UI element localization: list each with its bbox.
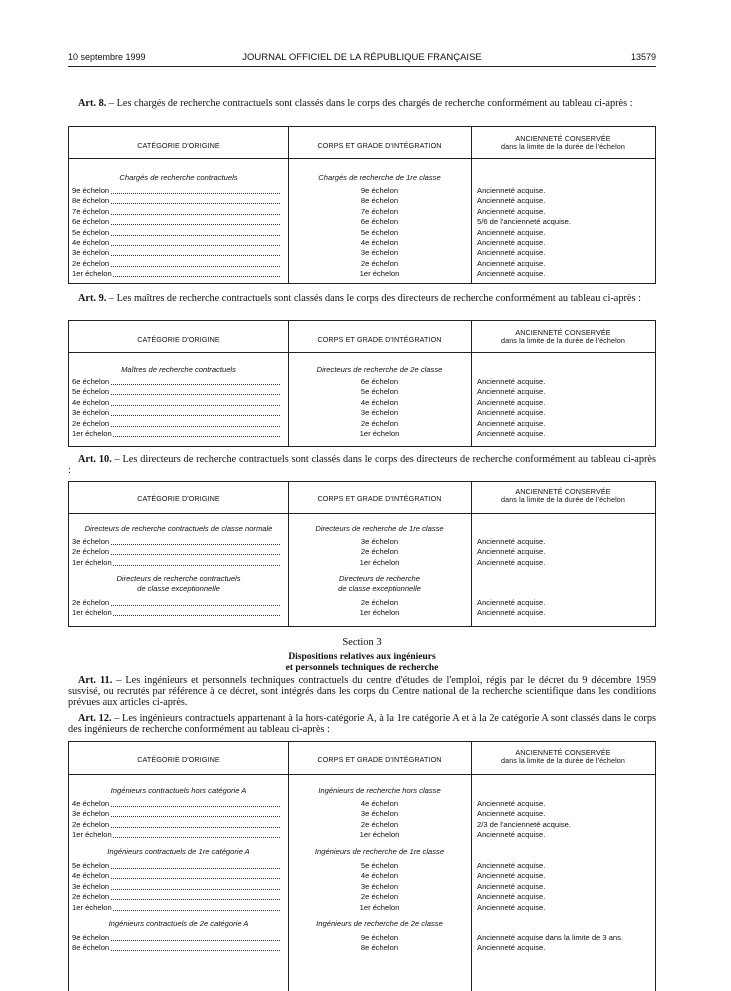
table-row [69, 558, 655, 568]
origin-echelon-cell [72, 207, 280, 217]
integration-echelon: 1er échelon [359, 608, 400, 618]
seniority-retained: Ancienneté acquise. [477, 871, 546, 881]
col-header-seniority-line1: ANCIENNETÉ CONSERVÉE [515, 748, 611, 757]
integration-echelon: 2e échelon [360, 819, 399, 829]
integration-echelon: 4e échelon [360, 238, 399, 247]
integration-echelon: 8e échelon [360, 196, 399, 206]
origin-echelon-cell [72, 196, 280, 206]
table-row [69, 377, 655, 387]
integration-echelon: 4e échelon [360, 799, 399, 808]
integration-echelon: 6e échelon [360, 217, 399, 227]
table-row [69, 196, 655, 206]
table-row [69, 186, 655, 196]
col-header-integration: CORPS ET GRADE D'INTÉGRATION [317, 755, 442, 764]
origin-echelon-cell [72, 419, 280, 429]
integration-echelon: 3e échelon [360, 809, 399, 819]
seniority-retained: Ancienneté acquise. [477, 238, 546, 247]
table-row [69, 933, 655, 943]
table-row [69, 903, 655, 913]
group-integration: Ingénieurs de recherche hors classe [318, 786, 441, 795]
group-origin: Chargés de recherche contractuels [119, 173, 238, 182]
table-row [69, 547, 655, 557]
seniority-retained: Ancienneté acquise. [477, 397, 546, 407]
seniority-retained: Ancienneté acquise. [477, 557, 546, 567]
origin-echelon-cell [72, 377, 280, 387]
seniority-retained: Ancienneté acquise. [477, 861, 546, 870]
table-row [69, 419, 655, 429]
integration-echelon: 1er échelon [359, 429, 400, 438]
page-header [68, 52, 656, 66]
seniority-retained: Ancienneté acquise. [477, 227, 546, 237]
table-row [69, 871, 655, 881]
group-integration: de classe exceptionnelle [338, 584, 421, 593]
header-date: 10 septembre 1999 [68, 52, 146, 62]
group-integration: Chargés de recherche de 1re classe [318, 173, 441, 182]
integration-echelon: 5e échelon [360, 861, 399, 870]
col-header-seniority [471, 135, 655, 151]
article-8-text [68, 98, 656, 109]
integration-echelon: 2e échelon [360, 418, 399, 428]
table-row [69, 537, 655, 547]
col-header-integration: CORPS ET GRADE D'INTÉGRATION [317, 141, 442, 150]
seniority-retained: Ancienneté acquise. [477, 537, 546, 546]
table-row [69, 799, 655, 809]
group-origin: Directeurs de recherche contractuels [116, 574, 241, 583]
article-10-table [68, 481, 656, 627]
integration-echelon: 9e échelon [360, 186, 399, 195]
origin-echelon: 1er échelon [72, 269, 112, 279]
article-8-table [68, 126, 656, 284]
integration-echelon: 1er échelon [359, 269, 400, 279]
origin-echelon-cell [72, 398, 280, 408]
col-header-integration: CORPS ET GRADE D'INTÉGRATION [317, 494, 442, 503]
section-title-line2: et personnels techniques de recherche [285, 663, 439, 673]
origin-echelon: 1er échelon [72, 902, 112, 912]
table-row [69, 408, 655, 418]
table-row [69, 217, 655, 227]
seniority-retained: Ancienneté acquise. [477, 377, 546, 386]
col-header-seniority-line2: dans la limite de la durée de l'échelon [501, 336, 625, 345]
origin-echelon-cell [72, 861, 280, 871]
seniority-retained: Ancienneté acquise. [477, 408, 546, 418]
table-row [69, 820, 655, 830]
origin-echelon: 3e échelon [72, 809, 110, 819]
origin-echelon-cell [72, 269, 280, 279]
seniority-retained: Ancienneté acquise. [477, 196, 546, 206]
origin-echelon: 3e échelon [72, 881, 110, 891]
group-origin: Directeurs de recherche contractuels de classe normale [84, 524, 273, 533]
group-integration: Ingénieurs de recherche de 1re classe [314, 847, 445, 856]
col-header-seniority [471, 329, 655, 345]
seniority-retained: Ancienneté acquise. [477, 902, 546, 912]
table-row [69, 861, 655, 871]
integration-echelon: 3e échelon [360, 881, 399, 891]
col-header-origin: CATÉGORIE D'ORIGINE [137, 755, 220, 764]
origin-echelon: 5e échelon [72, 387, 110, 397]
header-separator [69, 774, 655, 775]
header-separator [69, 513, 655, 514]
table-row [69, 207, 655, 217]
seniority-retained: 5/6 de l'ancienneté acquise. [477, 217, 571, 227]
origin-echelon: 3e échelon [72, 537, 110, 546]
col-header-seniority [471, 488, 655, 504]
origin-echelon: 2e échelon [72, 258, 110, 268]
group-integration: Directeurs de recherche de 2e classe [316, 365, 443, 374]
table-row [69, 830, 655, 840]
article-11-label: Art. 11. [78, 675, 113, 686]
integration-echelon: 5e échelon [360, 387, 399, 397]
origin-echelon-cell [72, 892, 280, 902]
group-origin: Ingénieurs contractuels hors catégorie A [110, 786, 247, 795]
table-row [69, 269, 655, 279]
col-header-integration: CORPS ET GRADE D'INTÉGRATION [317, 335, 442, 344]
origin-echelon: 2e échelon [72, 418, 110, 428]
integration-echelon: 1er échelon [359, 557, 400, 567]
integration-echelon: 4e échelon [360, 871, 399, 881]
col-header-origin: CATÉGORIE D'ORIGINE [137, 494, 220, 503]
origin-echelon: 1er échelon [72, 557, 112, 567]
origin-echelon: 4e échelon [72, 238, 110, 247]
integration-echelon: 3e échelon [360, 537, 399, 546]
seniority-retained: Ancienneté acquise. [477, 799, 546, 808]
seniority-retained: Ancienneté acquise. [477, 418, 546, 428]
header-separator [69, 352, 655, 353]
origin-echelon-cell [72, 408, 280, 418]
article-11-text [68, 675, 656, 708]
group-origin: Ingénieurs contractuels de 1re catégorie A [107, 847, 250, 856]
integration-echelon: 5e échelon [360, 227, 399, 237]
origin-echelon: 1er échelon [72, 429, 112, 438]
article-8-label: Art. 8. [78, 98, 107, 109]
integration-echelon: 2e échelon [360, 598, 399, 607]
origin-echelon-cell [72, 537, 280, 547]
origin-echelon: 4e échelon [72, 871, 110, 881]
origin-echelon: 2e échelon [72, 598, 110, 607]
origin-echelon-cell [72, 558, 280, 568]
col-header-seniority-line2: dans la limite de la durée de l'échelon [501, 142, 625, 151]
table-row [69, 398, 655, 408]
origin-echelon-cell [72, 387, 280, 397]
seniority-retained: Ancienneté acquise. [477, 881, 546, 891]
section-title-line1: Dispositions relatives aux ingénieurs [288, 652, 436, 662]
origin-echelon: 2e échelon [72, 892, 110, 902]
col-header-origin: CATÉGORIE D'ORIGINE [137, 335, 220, 344]
seniority-retained: Ancienneté acquise. [477, 892, 546, 902]
origin-echelon: 6e échelon [72, 217, 110, 227]
origin-echelon: 2e échelon [72, 819, 110, 829]
article-12-label: Art. 12. [78, 713, 112, 724]
integration-echelon: 4e échelon [360, 397, 399, 407]
col-header-origin: CATÉGORIE D'ORIGINE [137, 141, 220, 150]
header-separator [69, 158, 655, 159]
integration-echelon: 3e échelon [360, 248, 399, 258]
article-9-table [68, 320, 656, 447]
origin-echelon: 9e échelon [72, 186, 110, 195]
integration-echelon: 1er échelon [359, 902, 400, 912]
origin-echelon-cell [72, 598, 280, 608]
origin-echelon: 3e échelon [72, 408, 110, 418]
seniority-retained: Ancienneté acquise. [477, 269, 546, 279]
table-row [69, 228, 655, 238]
table-row [69, 248, 655, 258]
table-row [69, 608, 655, 618]
seniority-retained: Ancienneté acquise. [477, 547, 546, 557]
origin-echelon-cell [72, 186, 280, 196]
article-12-body: – Les ingénieurs contractuels appartenant à la hors-catégorie A, à la 1re catégorie A et à la 2e catégorie A sont classés dans le corps des ingénieurs de recherche conformément au tableau ci-après : [68, 713, 656, 735]
integration-echelon: 2e échelon [360, 892, 399, 902]
origin-echelon: 2e échelon [72, 547, 110, 557]
seniority-retained: Ancienneté acquise. [477, 248, 546, 258]
integration-echelon: 8e échelon [360, 943, 399, 953]
seniority-retained: Ancienneté acquise. [477, 387, 546, 397]
table-row [69, 259, 655, 269]
article-9-label: Art. 9. [78, 293, 107, 304]
origin-echelon-cell [72, 820, 280, 830]
table-row [69, 598, 655, 608]
seniority-retained: Ancienneté acquise. [477, 809, 546, 819]
origin-echelon: 5e échelon [72, 861, 110, 870]
origin-echelon: 1er échelon [72, 830, 112, 840]
origin-echelon: 9e échelon [72, 933, 110, 942]
integration-echelon: 2e échelon [360, 547, 399, 557]
seniority-retained: Ancienneté acquise. [477, 598, 546, 607]
group-integration: Directeurs de recherche [338, 574, 421, 583]
article-10-body: – Les directeurs de recherche contractuels sont classés dans le corps des directeurs de recherche conformément au tableau ci-après : [68, 454, 656, 476]
origin-echelon: 7e échelon [72, 206, 110, 216]
origin-echelon-cell [72, 933, 280, 943]
origin-echelon-cell [72, 248, 280, 258]
integration-echelon: 9e échelon [360, 933, 399, 942]
table-row [69, 882, 655, 892]
integration-echelon: 6e échelon [360, 377, 399, 386]
origin-echelon: 3e échelon [72, 248, 110, 258]
origin-echelon: 8e échelon [72, 196, 110, 206]
table-row [69, 387, 655, 397]
table-row [69, 238, 655, 248]
group-integration: Directeurs de recherche de 1re classe [315, 524, 444, 533]
seniority-retained: Ancienneté acquise. [477, 429, 546, 438]
origin-echelon-cell [72, 903, 280, 913]
origin-echelon: 8e échelon [72, 943, 110, 953]
origin-echelon: 4e échelon [72, 397, 110, 407]
article-12-text [68, 713, 656, 735]
table-row [69, 892, 655, 902]
origin-echelon: 1er échelon [72, 608, 112, 618]
seniority-retained: Ancienneté acquise. [477, 186, 546, 195]
article-9-body: – Les maîtres de recherche contractuels sont classés dans le corps des directeurs de recherche conformément au tableau ci-après : [106, 293, 641, 304]
origin-echelon-cell [72, 943, 280, 953]
table-row [69, 809, 655, 819]
seniority-retained: Ancienneté acquise. [477, 830, 546, 840]
origin-echelon-cell [72, 547, 280, 557]
origin-echelon-cell [72, 809, 280, 819]
article-10-text [68, 454, 656, 476]
table-row [69, 429, 655, 439]
origin-echelon-cell [72, 871, 280, 881]
origin-echelon-cell [72, 830, 280, 840]
origin-echelon-cell [72, 228, 280, 238]
origin-echelon-cell [72, 799, 280, 809]
seniority-retained: Ancienneté acquise. [477, 943, 546, 953]
origin-echelon: 5e échelon [72, 227, 110, 237]
col-header-seniority-line1: ANCIENNETÉ CONSERVÉE [515, 134, 611, 143]
origin-echelon: 6e échelon [72, 377, 110, 386]
article-12-table [68, 741, 656, 991]
seniority-retained: 2/3 de l'ancienneté acquise. [477, 819, 571, 829]
seniority-retained: Ancienneté acquise. [477, 258, 546, 268]
article-10-label: Art. 10. [78, 454, 112, 465]
integration-echelon: 7e échelon [360, 206, 399, 216]
origin-echelon: 4e échelon [72, 799, 110, 808]
header-page-number: 13579 [630, 52, 656, 62]
origin-echelon-cell [72, 429, 280, 439]
seniority-retained: Ancienneté acquise dans la limite de 3 ans. [477, 933, 624, 942]
group-origin: de classe exceptionnelle [137, 584, 220, 593]
origin-echelon-cell [72, 608, 280, 618]
integration-echelon: 1er échelon [359, 830, 400, 840]
group-origin: Maîtres de recherche contractuels [121, 365, 236, 374]
article-11-body: – Les ingénieurs et personnels techniques contractuels du centre d'études de l'emploi, régis par le décret du 9 décembre 1959 susvisé, ou recrutés par référence à ce décret, sont intégrés dans les corps du Centre national de la recherche scientifique dans les conditions prévues aux articles ci-après. [68, 675, 656, 708]
col-header-seniority-line2: dans la limite de la durée de l'échelon [501, 756, 625, 765]
origin-echelon-cell [72, 259, 280, 269]
origin-echelon-cell [72, 238, 280, 248]
group-integration: Ingénieurs de recherche de 2e classe [316, 919, 443, 928]
col-header-seniority [471, 749, 655, 765]
origin-echelon-cell [72, 217, 280, 227]
table-row [69, 943, 655, 953]
article-8-body: – Les chargés de recherche contractuels sont classés dans le corps des chargés de recherche conformément au tableau ci-après : [106, 98, 633, 109]
col-header-seniority-line2: dans la limite de la durée de l'échelon [501, 495, 625, 504]
integration-echelon: 2e échelon [360, 258, 399, 268]
seniority-retained: Ancienneté acquise. [477, 608, 546, 618]
seniority-retained: Ancienneté acquise. [477, 206, 546, 216]
header-rule [68, 66, 656, 67]
header-journal-title: JOURNAL OFFICIEL DE LA RÉPUBLIQUE FRANÇAISE [242, 52, 482, 63]
group-origin: Ingénieurs contractuels de 2e catégorie A [108, 919, 249, 928]
col-header-seniority-line1: ANCIENNETÉ CONSERVÉE [515, 487, 611, 496]
integration-echelon: 3e échelon [360, 408, 399, 418]
col-header-seniority-line1: ANCIENNETÉ CONSERVÉE [515, 328, 611, 337]
section-number: Section 3 [342, 637, 382, 648]
origin-echelon-cell [72, 882, 280, 892]
article-9-text [68, 293, 656, 304]
